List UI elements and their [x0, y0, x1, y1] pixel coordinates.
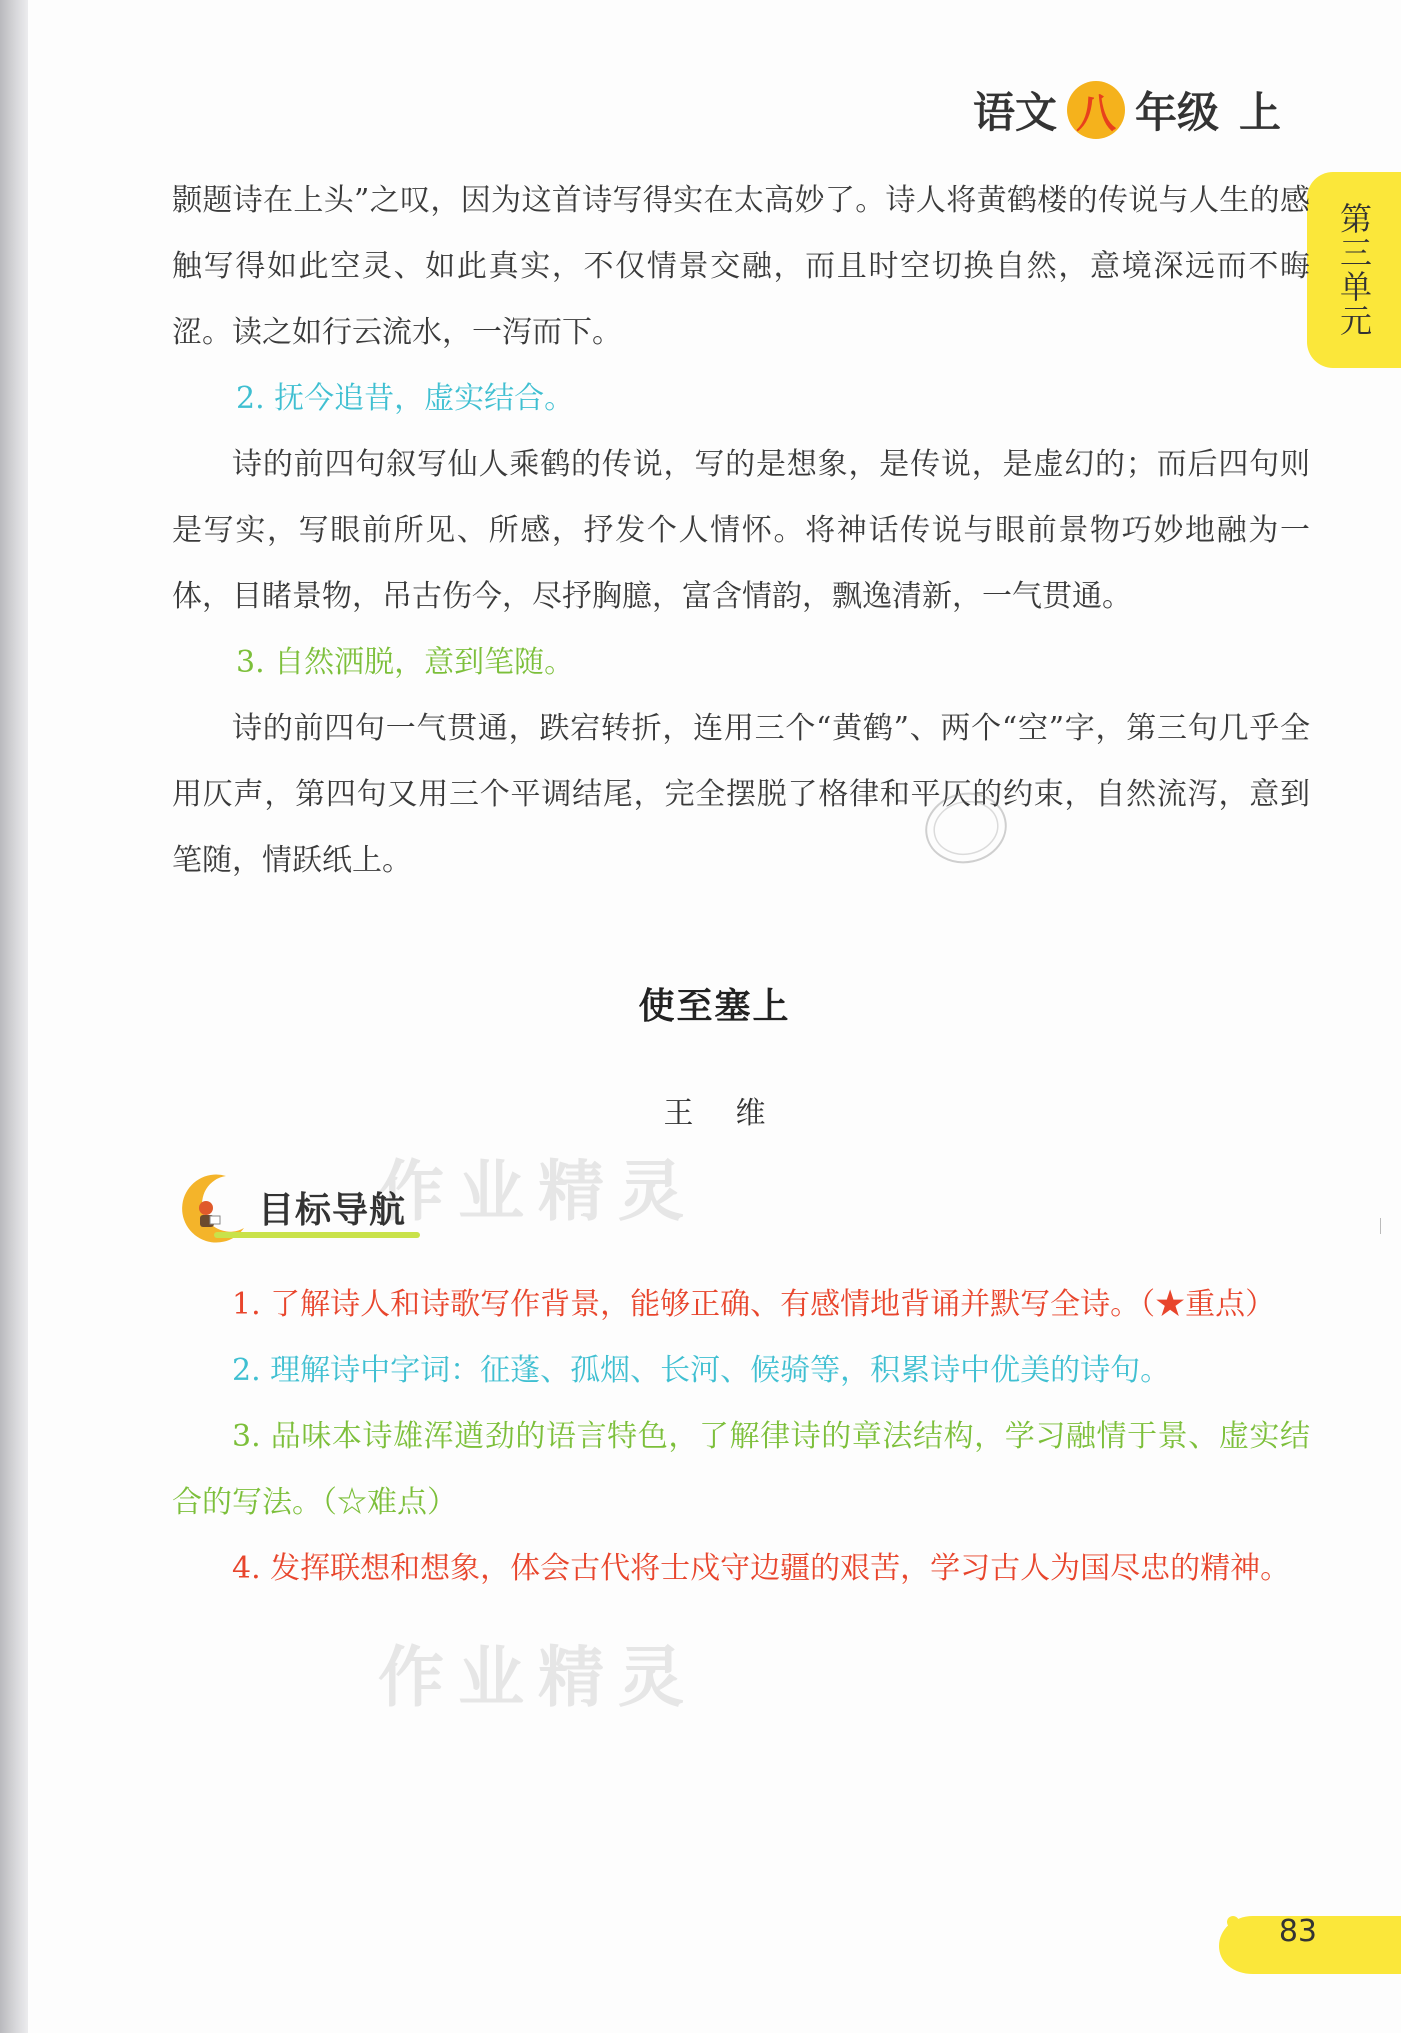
page-edge-shadow [0, 0, 28, 2033]
goal-item-3: 3. 品味本诗雄浑遒劲的语言特色，了解律诗的章法结构，学习融情于景、虚实结合的写法。（☆难点） [172, 1419, 1310, 1520]
margin-tick [1380, 1218, 1381, 1234]
book-page [28, 0, 1401, 2033]
header-grade-suffix: 年级 [1134, 88, 1219, 137]
goals-list [172, 1272, 1310, 1602]
stamp-seal-icon [918, 780, 1014, 876]
point-2-section [172, 366, 1310, 630]
author-family: 维 [735, 1096, 766, 1131]
watermark-upper: 作业精灵 [378, 1153, 698, 1230]
goal-banner [174, 1168, 422, 1248]
point-3-section [172, 630, 1310, 894]
point-2-heading: 2. 抚今追昔，虚实结合。 [236, 381, 575, 416]
point-2-body: 诗的前四句叙写仙人乘鹤的传说，写的是想象，是传说，是虚幻的；而后四句则是写实，写眼前所见、所感，抒发个人情怀。将神话传说与眼前景物巧妙地融为一体，目睹景物，吊古伤今，尽抒胸臆，富含情韵，飘逸清新，一气贯通。 [172, 447, 1310, 614]
goal-item-4: 4. 发挥联想和想象，体会古代将士戍守边疆的艰苦，学习古人为国尽忠的精神。 [232, 1551, 1291, 1586]
goal-item-2: 2. 理解诗中字词：征蓬、孤烟、长河、候骑等，积累诗中优美的诗句。 [232, 1353, 1171, 1388]
page-header [973, 80, 1281, 140]
grade-badge: 八 [1067, 81, 1125, 139]
intro-paragraph: 颢题诗在上头”之叹，因为这首诗写得实在太高妙了。诗人将黄鹤楼的传说与人生的感触写得如此空灵、如此真实，不仅情景交融，而且时空切换自然，意境深远而不晦涩。读之如行云流水，一泻而下。 [172, 183, 1310, 350]
goal-banner-label: 目标导航 [258, 1190, 407, 1231]
intro-section [172, 168, 1310, 366]
watermark-lower: 作业精灵 [378, 1639, 698, 1716]
header-subject: 语文 [972, 88, 1057, 137]
poem-author [28, 1088, 1401, 1132]
header-volume: 上 [1238, 88, 1281, 137]
goal-item-1: 1. 了解诗人和诗歌写作背景，能够正确、有感情地背诵并默写全诗。（★重点） [232, 1287, 1276, 1322]
author-given: 王 [663, 1096, 694, 1131]
point-3-heading: 3. 自然洒脱，意到笔随。 [236, 645, 575, 680]
point-3-body: 诗的前四句一气贯通，跌宕转折，连用三个“黄鹤”、两个“空”字，第三句几乎全用仄声，第四句又用三个平调结尾，完全摆脱了格律和平仄的约束，自然流泻，意到笔随，情跃纸上。 [172, 711, 1310, 878]
unit-tab: 第三单元 [1307, 172, 1401, 368]
poem-title: 使至塞上 [638, 985, 791, 1027]
page-number: 83 [1278, 1914, 1317, 1949]
